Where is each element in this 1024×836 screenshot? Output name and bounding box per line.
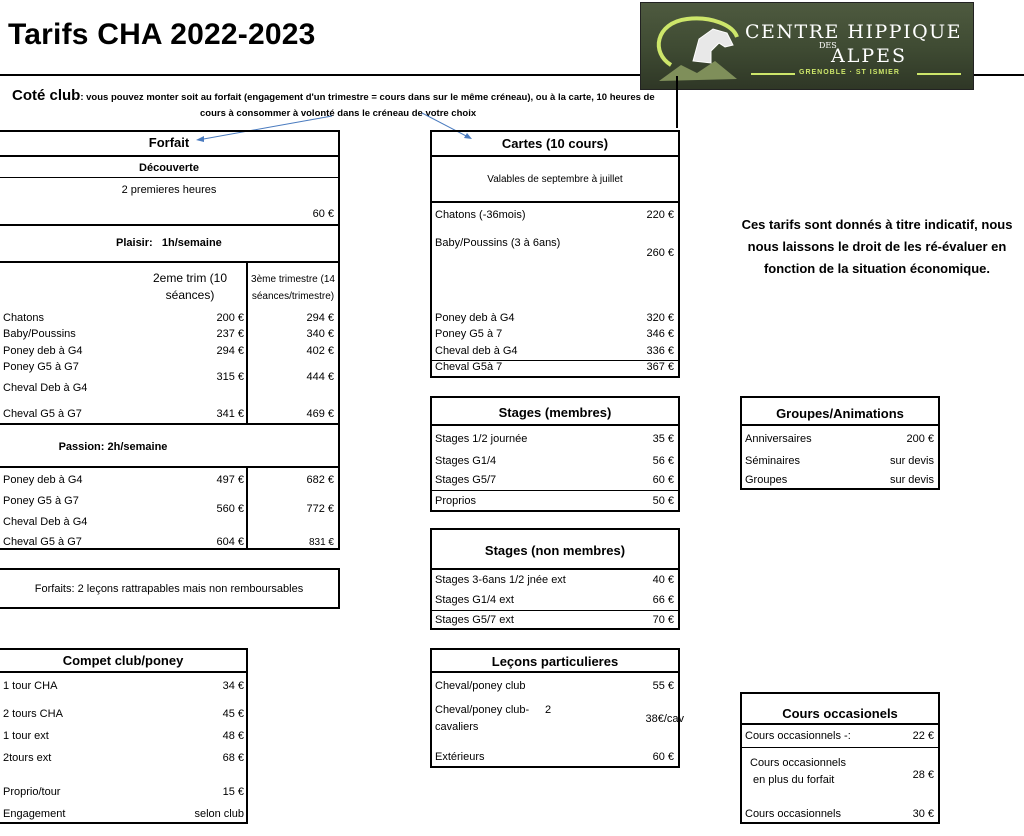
logo-bar bbox=[917, 73, 961, 75]
row-label: Cheval deb à G4 bbox=[435, 345, 518, 357]
decouverte-desc: 2 premieres heures bbox=[121, 184, 217, 196]
plaisir-col1-header: 2eme trim (10 séances) bbox=[152, 271, 228, 302]
row-price: 469 € bbox=[306, 408, 334, 420]
row-price: 294 € bbox=[306, 312, 334, 324]
logo-des: DES bbox=[819, 41, 837, 50]
row-label: Cheval G5à 7 bbox=[435, 361, 503, 373]
occasionnels-header: Cours occasionels bbox=[782, 706, 898, 721]
row-label: 2 tours CHA bbox=[3, 708, 63, 720]
row-label: Stages G5/7 ext bbox=[435, 614, 514, 626]
forfait-header: Forfait bbox=[148, 135, 190, 150]
row-price: 260 € bbox=[646, 247, 674, 259]
plaisir-col2-header: 3ème trimestre (14 séances/trimestre) bbox=[251, 274, 335, 302]
row-price: 336 € bbox=[646, 345, 674, 357]
intro-lead: Coté club bbox=[12, 87, 81, 104]
row-label: Cours occasionnels bbox=[745, 808, 841, 820]
row-price: 682 € bbox=[306, 474, 334, 486]
row-label: Cheval G5 à G7 bbox=[3, 408, 82, 420]
row-label: Poney G5 à G7 bbox=[3, 361, 79, 373]
row-label: Stages G5/7 bbox=[435, 474, 497, 486]
row-label: cavaliers bbox=[435, 721, 479, 733]
logo-bar bbox=[751, 73, 795, 75]
row-label: Stages 3-6ans 1/2 jnée ext bbox=[435, 574, 566, 586]
cartes-validity: Valables de septembre à juillet bbox=[487, 174, 623, 185]
row-price: 604 € bbox=[216, 536, 244, 548]
row-label: Poney G5 à 7 bbox=[435, 328, 503, 340]
row-label: Baby/Poussins (3 à 6ans) bbox=[435, 237, 561, 249]
row-price: 402 € bbox=[306, 345, 334, 357]
row-price: 444 € bbox=[306, 371, 334, 383]
stages-membres-header: Stages (membres) bbox=[498, 405, 612, 420]
row-label: Chatons bbox=[3, 312, 44, 324]
intro-line2: cours à consommer à volonté dans le créneau de votre choix bbox=[200, 108, 477, 119]
row-price: 50 € bbox=[652, 495, 674, 507]
row-price: 60 € bbox=[652, 474, 674, 486]
row-price: 22 € bbox=[912, 730, 934, 742]
row-label: 1 tour ext bbox=[3, 730, 49, 742]
passion-title: Passion: 2h/semaine bbox=[58, 441, 168, 453]
decouverte-price: 60 € bbox=[312, 208, 334, 220]
row-label: Proprios bbox=[435, 495, 476, 507]
row-price: 237 € bbox=[216, 328, 244, 340]
row-label: Cheval Deb à G4 bbox=[3, 516, 88, 528]
row-label: Cheval G5 à G7 bbox=[3, 536, 82, 548]
row-label: Cheval Deb à G4 bbox=[3, 382, 88, 394]
row-price: 220 € bbox=[646, 209, 674, 221]
plaisir-title: Plaisir: bbox=[116, 237, 153, 249]
lecons-header: Leçons particulieres bbox=[491, 654, 619, 669]
row-price: 200 € bbox=[216, 312, 244, 324]
row-label: Stages 1/2 journée bbox=[435, 433, 528, 445]
row-price: 30 € bbox=[912, 808, 934, 820]
row-label: Chatons (-36mois) bbox=[435, 209, 526, 221]
row-price: 38€/cav bbox=[645, 713, 684, 725]
stages-non-header: Stages (non membres) bbox=[484, 543, 626, 558]
page-title: Tarifs CHA 2022-2023 bbox=[8, 18, 316, 51]
row-price: 340 € bbox=[306, 328, 334, 340]
row-price: 200 € bbox=[906, 433, 934, 445]
row-label: Poney deb à G4 bbox=[3, 345, 83, 357]
groupes-header: Groupes/Animations bbox=[776, 406, 904, 421]
row-price: 56 € bbox=[652, 455, 674, 467]
row-label: Séminaires bbox=[745, 455, 801, 467]
row-price: 55 € bbox=[652, 680, 674, 692]
row-label: Cours occasionnels -: bbox=[745, 730, 851, 742]
row-label: Extérieurs bbox=[435, 751, 485, 763]
row-price: 68 € bbox=[222, 752, 244, 764]
row-label: 2tours ext bbox=[3, 752, 52, 764]
row-price: 34 € bbox=[222, 680, 244, 692]
row-price: 497 € bbox=[216, 474, 244, 486]
row-label: Poney deb à G4 bbox=[3, 474, 83, 486]
row-price: 35 € bbox=[652, 433, 674, 445]
row-count: 2 bbox=[545, 704, 552, 716]
row-price: 66 € bbox=[652, 594, 674, 606]
row-label: 1 tour CHA bbox=[3, 680, 58, 692]
row-price: 60 € bbox=[652, 751, 674, 763]
row-price: 346 € bbox=[646, 328, 674, 340]
plaisir-freq: 1h/semaine bbox=[161, 237, 222, 249]
logo-alpes: ALPES bbox=[831, 45, 908, 67]
row-label: en plus du forfait bbox=[753, 774, 835, 786]
intro-line1: : vous pouvez monter soit au forfait (engagement d'un trimestre = cours dans sur le même créneau), ou à la carte, 10 heures de bbox=[80, 92, 655, 103]
row-price: 831 € bbox=[308, 537, 334, 548]
row-label: Baby/Poussins bbox=[3, 328, 76, 340]
row-label: Cheval/poney club- bbox=[435, 704, 530, 716]
row-label: Poney deb à G4 bbox=[435, 312, 515, 324]
row-price: 315 € bbox=[216, 371, 244, 383]
row-label: Engagement bbox=[3, 808, 66, 820]
row-label: Anniversaires bbox=[745, 433, 812, 445]
row-label: Proprio/tour bbox=[3, 786, 61, 798]
row-price: 320 € bbox=[646, 312, 674, 324]
row-label: Groupes bbox=[745, 474, 788, 486]
logo-name: CENTRE HIPPIQUE bbox=[745, 21, 963, 43]
row-price: 48 € bbox=[222, 730, 244, 742]
row-label: Stages G1/4 ext bbox=[435, 594, 514, 606]
row-price: 341 € bbox=[216, 408, 244, 420]
row-price: selon club bbox=[194, 808, 244, 820]
row-price: 772 € bbox=[306, 503, 334, 515]
row-label: Cheval/poney club bbox=[435, 680, 526, 692]
decouverte-title: Découverte bbox=[139, 162, 199, 174]
row-price: 367 € bbox=[646, 361, 674, 373]
cartes-header: Cartes (10 cours) bbox=[501, 136, 609, 151]
row-price: sur devis bbox=[889, 455, 934, 467]
compet-header: Compet club/poney bbox=[62, 653, 184, 668]
row-price: 560 € bbox=[216, 503, 244, 515]
forfaits-note: Forfaits: 2 leçons rattrapables mais non remboursables bbox=[34, 583, 304, 595]
row-price: 70 € bbox=[652, 614, 674, 626]
row-label: Stages G1/4 bbox=[435, 455, 497, 467]
row-price: 15 € bbox=[222, 786, 244, 798]
row-price: 45 € bbox=[222, 708, 244, 720]
row-price: 28 € bbox=[912, 769, 934, 781]
row-label: Cours occasionnels bbox=[750, 757, 846, 769]
disclaimer: Ces tarifs sont donnés à titre indicatif, nous nous laissons le droit de les ré-évaluer en fonction de la situation économique. bbox=[741, 217, 1013, 276]
row-price: sur devis bbox=[889, 474, 934, 486]
row-price: 294 € bbox=[216, 345, 244, 357]
row-price: 40 € bbox=[652, 574, 674, 586]
logo-sub: GRENOBLE · ST ISMIER bbox=[799, 69, 900, 76]
row-label: Poney G5 à G7 bbox=[3, 495, 79, 507]
